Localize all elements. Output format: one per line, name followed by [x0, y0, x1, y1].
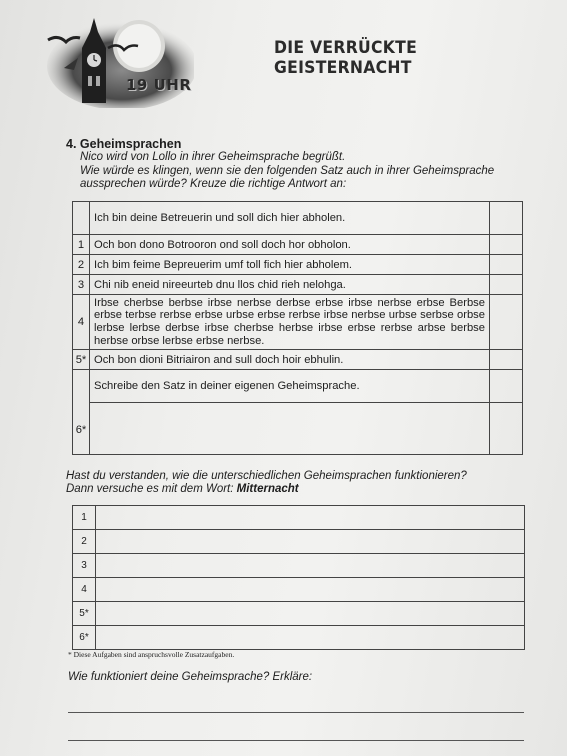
question-two-line: Hast du verstanden, wie die unterschiedlichen Geheimsprachen funktionieren? [66, 470, 467, 482]
table-row [73, 626, 525, 650]
option-text: Och bon dioni Bitriairon and sull doch hoir ebhulin. [90, 350, 490, 370]
own-language-prompt: Schreibe den Satz in deiner eigenen Geheimsprache. [90, 370, 490, 403]
table-row [73, 275, 523, 295]
question-two [66, 470, 536, 496]
option-text: Chi nib eneid nireeurteb dnu llos chid rieh nelohga. [90, 275, 490, 295]
answer-field[interactable] [96, 530, 525, 554]
checkbox-cell[interactable] [490, 275, 523, 295]
row-number: 1 [73, 506, 96, 530]
row-number: 4 [73, 578, 96, 602]
table-row [73, 202, 523, 235]
table-row [73, 370, 523, 403]
answer-line[interactable] [68, 712, 524, 713]
time-badge: 19 UHR [126, 76, 192, 94]
own-answer-field[interactable] [90, 403, 490, 455]
checkbox-cell[interactable] [490, 202, 523, 235]
checkbox-cell[interactable] [490, 370, 523, 403]
row-number-cell [73, 202, 90, 235]
intro-line: Wie würde es klingen, wenn sie den folgenden Satz auch in ihrer Geheimsprache [80, 164, 495, 177]
question-three: Wie funktioniert deine Geheimsprache? Erkläre: [68, 671, 313, 683]
row-number: 1 [73, 235, 90, 255]
question-two-line [66, 483, 536, 496]
answer-field[interactable] [96, 602, 525, 626]
checkbox-cell[interactable] [490, 255, 523, 275]
table-row [73, 235, 523, 255]
answer-field[interactable] [96, 578, 525, 602]
word-answer-table [72, 505, 525, 650]
answer-field[interactable] [96, 554, 525, 578]
task-heading: 4. Geheimsprachen [66, 137, 182, 151]
answer-line[interactable] [68, 740, 524, 741]
answer-field[interactable] [96, 506, 525, 530]
source-sentence: Ich bin deine Betreuerin und soll dich hier abholen. [90, 202, 490, 235]
row-number: 2 [73, 255, 90, 275]
row-number: 4 [73, 295, 90, 350]
row-number: 6* [73, 626, 96, 650]
table-row [73, 578, 525, 602]
table-row [73, 506, 525, 530]
intro-line: aussprechen würde? Kreuze die richtige Antwort an: [80, 178, 347, 190]
table-row [73, 295, 523, 350]
checkbox-cell[interactable] [490, 350, 523, 370]
checkbox-cell[interactable] [490, 295, 523, 350]
row-number: 3 [73, 275, 90, 295]
row-number: 2 [73, 530, 96, 554]
intro-line: Nico wird von Lollo in ihrer Geheimsprache begrüßt. [80, 151, 346, 163]
row-number: 6* [73, 370, 90, 455]
table-row [73, 530, 525, 554]
answer-field[interactable] [96, 626, 525, 650]
table-row [73, 602, 525, 626]
table-row [73, 255, 523, 275]
option-text: Ich bim feime Bepreuerim umf toll fich hier abholem. [90, 255, 490, 275]
target-word: Mitternacht [236, 483, 299, 495]
task-intro [80, 151, 530, 192]
question-two-prefix: Dann versuche es mit dem Wort: [66, 483, 237, 495]
checkbox-cell[interactable] [490, 403, 523, 455]
option-text: Irbse cherbse berbse irbse nerbse derbse erbse irbse nerbse erbse Berbse erbse terbse rerbse erbse urbse erbse rerbse irbse nerbse urbse serbse orbse lerbse lerbse derbse irbse cherbse herbse irbse erbse rerbse arbse berbse herbse orbse lerbse erbse nerbse. [90, 295, 490, 350]
option-text: Och bon dono Botrooron ond soll doch hor obholon. [90, 235, 490, 255]
table-row [73, 403, 523, 455]
row-number: 3 [73, 554, 96, 578]
checkbox-cell[interactable] [490, 235, 523, 255]
footnote: * Diese Aufgaben sind anspruchsvolle Zusatzaufgaben. [68, 650, 235, 659]
table-row [73, 554, 525, 578]
page-title: DIE VERRÜCKTE GEISTERNACHT [274, 38, 418, 78]
table-row [73, 350, 523, 370]
answer-table [72, 201, 523, 455]
row-number: 5* [73, 350, 90, 370]
row-number: 5* [73, 602, 96, 626]
